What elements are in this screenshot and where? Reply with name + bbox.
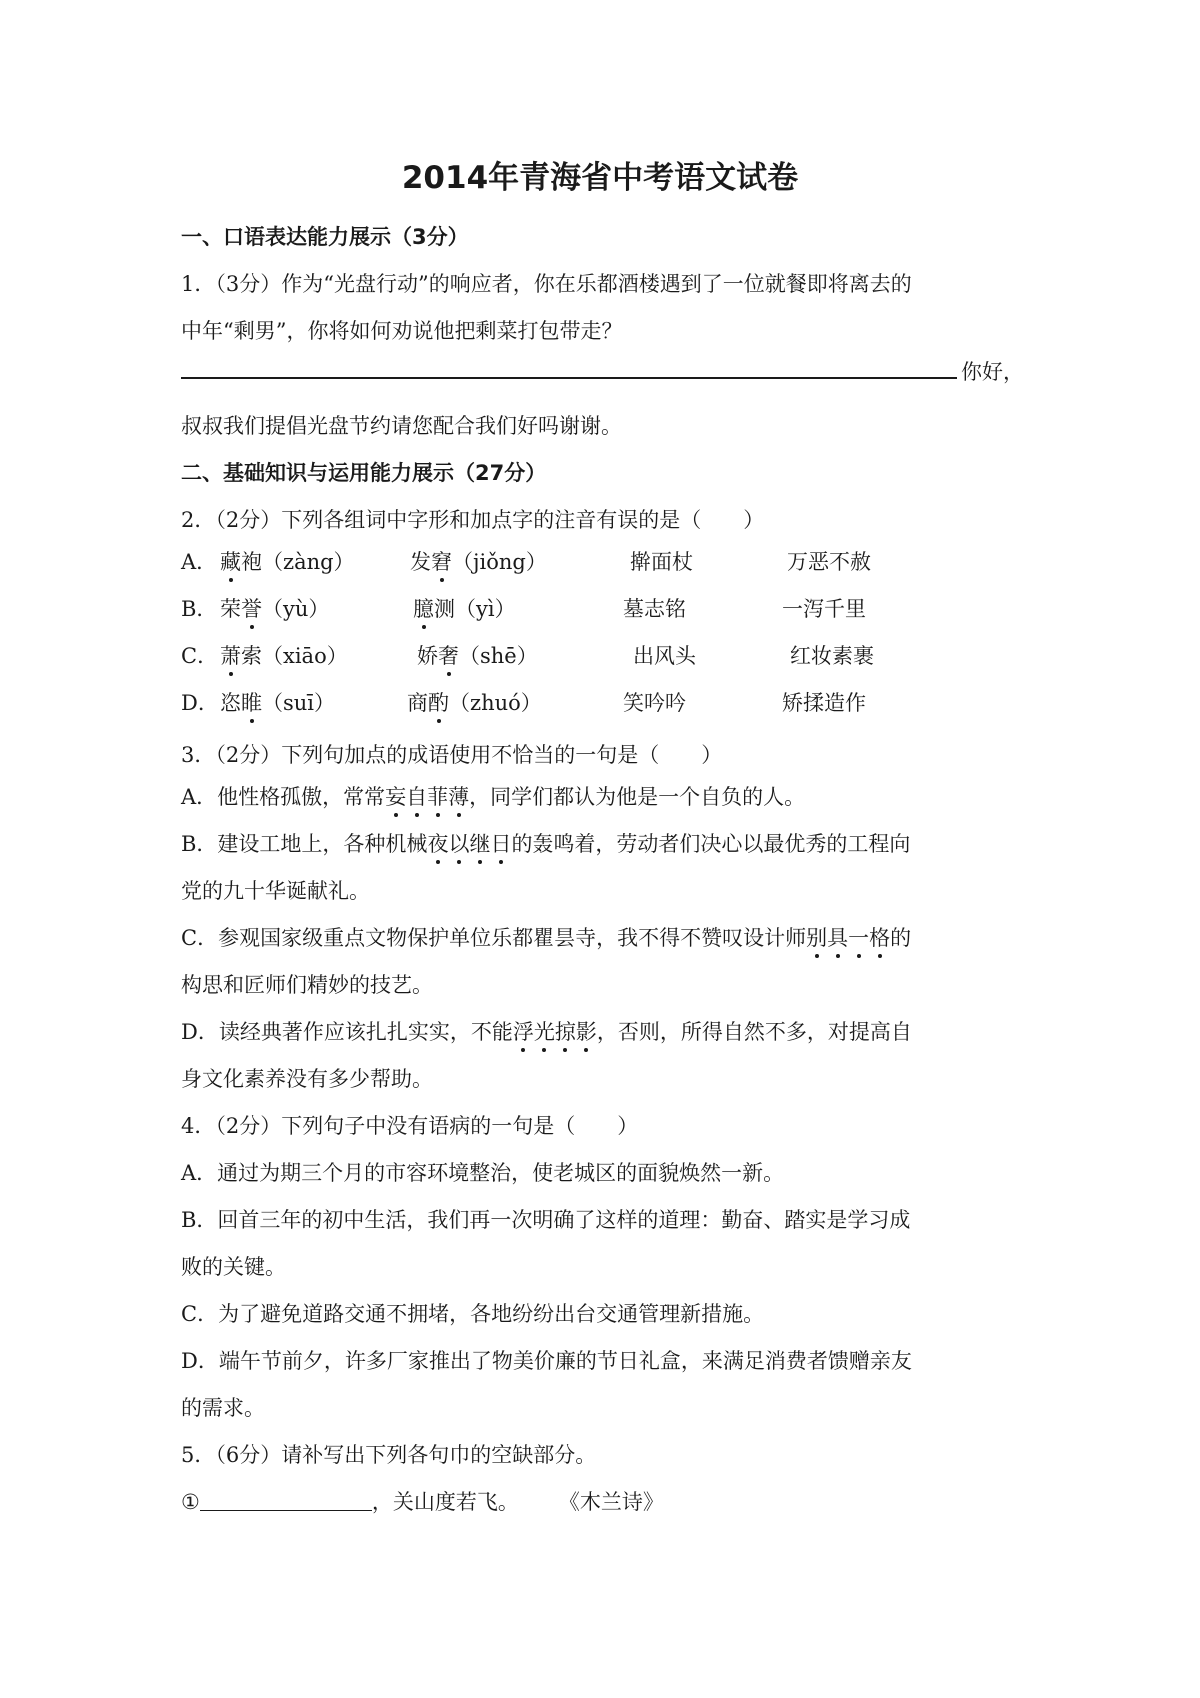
- q3-option-b-line2: 党的九十华诞献礼。: [181, 879, 370, 903]
- q4-option-b: B．回首三年的初中生活，我们再一次明确了这样的道理：勤奋、踏实是学习成: [181, 1208, 911, 1232]
- q4-option-a: A．通过为期三个月的市容环境整治，使老城区的面貌焕然一新。: [181, 1161, 785, 1185]
- q1-answer-tail: 你好，: [961, 360, 1024, 384]
- q4-option-b-line2: 败的关键。: [181, 1255, 286, 1279]
- q2-a-word1: 藏袍（zàng）: [220, 550, 355, 574]
- q2-b-word3: 墓志铭: [623, 597, 686, 621]
- q3-option-d: D．读经典著作应该扎扎实实，不能浮光掠影，否则，所得自然不多，对提高自: [181, 1020, 912, 1044]
- page-title: 2014年青海省中考语文试卷: [401, 160, 799, 196]
- q2-c-word1: 萧索（xiāo）: [220, 644, 348, 668]
- q2-d-word1: 恣睢（suī）: [220, 691, 336, 715]
- q3-stem: 3．（2分）下列句加点的成语使用不恰当的一句是（ ）: [181, 743, 723, 767]
- q3-option-b: B．建设工地上，各种机械夜以继日的轰鸣着，劳动者们决心以最优秀的工程向: [181, 832, 911, 856]
- q3-option-d-line2: 身文化素养没有多少帮助。: [181, 1067, 433, 1091]
- q4-option-d-line2: 的需求。: [181, 1396, 265, 1420]
- q2-c-word4: 红妆素裹: [790, 644, 874, 668]
- q2-d-word2: 商酌（zhuó）: [407, 691, 542, 715]
- q3-option-a: A．他性格孤傲，常常妄自菲薄，同学们都认为他是一个自负的人。: [181, 785, 806, 809]
- q2-b-word2: 臆测（yì）: [413, 597, 516, 621]
- q2-c-word2: 娇奢（shē）: [417, 644, 538, 668]
- q1-stem-line1: 1．（3分）作为“光盘行动”的响应者，你在乐都酒楼遇到了一位就餐即将离去的: [181, 272, 912, 296]
- section-1-heading: 一、口语表达能力展示（3分）: [181, 225, 469, 249]
- q3-option-c: C．参观国家级重点文物保护单位乐都瞿昙寺，我不得不赞叹设计师别具一格的: [181, 926, 912, 950]
- option-label: C．: [181, 644, 219, 668]
- q2-c-word3: 出风头: [633, 644, 696, 668]
- answer-underline: [181, 377, 957, 379]
- q2-b-word4: 一泻千里: [782, 597, 866, 621]
- q5-item-1: ① ，关山度若飞。 《木兰诗》: [181, 1490, 664, 1514]
- q4-stem: 4．（2分）下列句子中没有语病的一句是（ ）: [181, 1114, 639, 1138]
- q2-d-word3: 笑吟吟: [623, 691, 686, 715]
- q1-answer: 叔叔我们提倡光盘节约请您配合我们好吗谢谢。: [181, 414, 622, 438]
- q2-d-word4: 矫揉造作: [782, 691, 866, 715]
- q1-stem-line2: 中年“剩男”，你将如何劝说他把剩菜打包带走？: [181, 319, 623, 343]
- q5-stem: 5．（6分）请补写出下列各句巾的空缺部分。: [181, 1443, 597, 1467]
- q4-option-d: D．端午节前夕，许多厂家推出了物美价廉的节日礼盒，来满足消费者馈赠亲友: [181, 1349, 912, 1373]
- option-label: A．: [181, 550, 218, 574]
- q3-option-c-line2: 构思和匠师们精妙的技艺。: [181, 973, 433, 997]
- fill-blank[interactable]: [200, 1488, 372, 1511]
- q2-a-word4: 万恶不赦: [787, 550, 871, 574]
- q4-option-c: C．为了避免道路交通不拥堵，各地纷纷出台交通管理新措施。: [181, 1302, 765, 1326]
- q2-a-word2: 发窘（jiǒng）: [410, 550, 547, 574]
- option-label: B．: [181, 597, 218, 621]
- q2-b-word1: 荣誉（yù）: [220, 597, 330, 621]
- option-label: D．: [181, 691, 219, 715]
- q2-stem: 2．（2分）下列各组词中字形和加点字的注音有误的是（ ）: [181, 508, 765, 532]
- section-2-heading: 二、基础知识与运用能力展示（27分）: [181, 461, 547, 485]
- q2-a-word3: 擀面杖: [630, 550, 693, 574]
